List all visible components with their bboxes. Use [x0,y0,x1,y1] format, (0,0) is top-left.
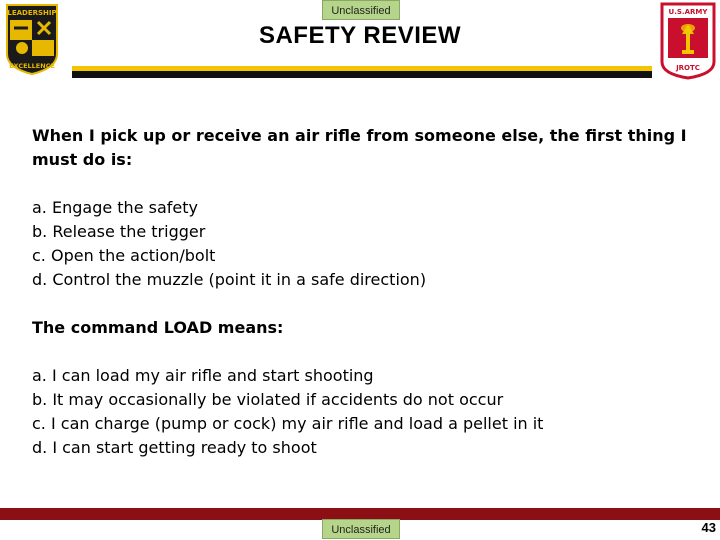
svg-text:EXCELLENCE: EXCELLENCE [9,62,55,70]
leadership-excellence-logo [4,2,60,76]
classification-label-top: Unclassified [322,0,400,20]
option-d: d. Control the muzzle (point it in a safe direction) [32,270,427,289]
option-c: c. I can charge (pump or cock) my air rifle and load a pellet in it [32,414,544,433]
title-underline-black [72,71,652,78]
question-1-options [32,196,426,292]
us-army-jrotc-logo [660,2,716,80]
question-1: When I pick up or receive an air rifle from someone else, the first thing I must do is: [32,126,687,169]
option-b: b. Release the trigger [32,222,206,241]
option-c: c. Open the action/bolt [32,246,216,265]
classification-label-bottom: Unclassified [322,519,400,539]
page-title: SAFETY REVIEW [258,22,462,49]
option-d: d. I can start getting ready to shoot [32,438,317,457]
option-b: b. It may occasionally be violated if accidents do not occur [32,390,504,409]
question-2-options [32,364,543,460]
option-a: a. Engage the safety [32,198,198,217]
svg-text:U.S.ARMY: U.S.ARMY [668,8,708,16]
question-2: The command LOAD means: [32,318,284,337]
svg-text:LEADERSHIP: LEADERSHIP [7,9,57,17]
page-number: 43 [701,520,716,535]
svg-text:JROTC: JROTC [676,64,700,72]
option-a: a. I can load my air rifle and start shooting [32,366,374,385]
